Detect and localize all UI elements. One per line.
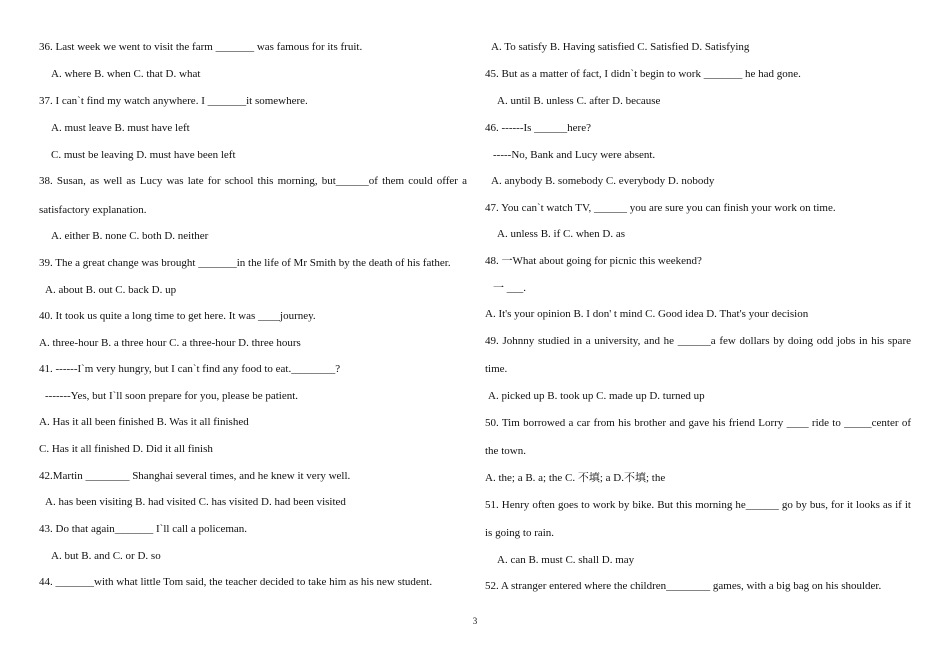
- right-column-line: is going to rain.: [485, 527, 555, 539]
- left-column-line: 38. Susan, as well as Lucy was late for school this morning, but______of them could offer a: [39, 175, 467, 187]
- right-column-line: A. unless B. if C. when D. as: [497, 228, 626, 240]
- left-column-line: 39. The a great change was brought _______in the life of Mr Smith by the death of his father.: [39, 257, 451, 269]
- left-column-line: 43. Do that again_______ I`ll call a policeman.: [39, 523, 248, 535]
- left-column-line: A. either B. none C. both D. neither: [51, 230, 209, 242]
- left-column-line: 37. I can`t find my watch anywhere. I _______it somewhere.: [39, 95, 308, 107]
- right-column-line: A. can B. must C. shall D. may: [497, 554, 635, 566]
- right-column-line: 45. But as a matter of fact, I didn`t begin to work _______ he had gone.: [485, 68, 801, 80]
- left-column-line: A. has been visiting B. had visited C. has visited D. had been visited: [45, 496, 346, 508]
- right-column-line: 49. Johnny studied in a university, and he ______a few dollars by doing odd jobs in his spare: [485, 335, 911, 347]
- right-column-line: 一 ___.: [493, 282, 526, 294]
- right-column-line: 47. You can`t watch TV, ______ you are sure you can finish your work on time.: [485, 202, 836, 214]
- right-column-line: 51. Henry often goes to work by bike. But this morning he______ go by bus, for it looks as if it: [485, 499, 911, 511]
- left-column-line: 44. _______with what little Tom said, the teacher decided to take him as his new student.: [39, 576, 433, 588]
- left-column-line: A. must leave B. must have left: [51, 122, 190, 134]
- right-column-line: 52. A stranger entered where the children________ games, with a big bag on his shoulder.: [485, 580, 882, 592]
- left-column-line: -------Yes, but I`ll soon prepare for you, please be patient.: [45, 390, 299, 402]
- right-column-line: A. To satisfy B. Having satisfied C. Satisfied D. Satisfying: [491, 41, 750, 53]
- right-column-line: the town.: [485, 445, 526, 457]
- right-column-line: A. picked up B. took up C. made up D. turned up: [488, 390, 705, 402]
- left-column-line: 36. Last week we went to visit the farm _______ was famous for its fruit.: [39, 41, 363, 53]
- left-column-line: A. three-hour B. a three hour C. a three-hour D. three hours: [39, 337, 301, 349]
- left-column-line: satisfactory explanation.: [39, 204, 147, 216]
- right-column-line: 50. Tim borrowed a car from his brother and gave his friend Lorry ____ ride to _____center of: [485, 417, 911, 429]
- right-column-line: time.: [485, 363, 508, 375]
- right-column-line: A. It's your opinion B. I don' t mind C. Good idea D. That's your decision: [485, 308, 809, 320]
- left-column-line: A. where B. when C. that D. what: [51, 68, 201, 80]
- right-column-line: 48. 一What about going for picnic this weekend?: [485, 255, 702, 267]
- left-column-line: 40. It took us quite a long time to get here. It was ____journey.: [39, 310, 316, 322]
- left-column-line: 42.Martin ________ Shanghai several times, and he knew it very well.: [39, 470, 351, 482]
- left-column-line: A. Has it all been finished B. Was it all finished: [39, 416, 249, 428]
- page-number: 3: [472, 616, 478, 626]
- right-column-line: A. anybody B. somebody C. everybody D. nobody: [491, 175, 715, 187]
- right-column-line: A. the; a B. a; the C. 不填; a D.不填; the: [485, 472, 666, 484]
- left-column-line: 41. ------I`m very hungry, but I can`t find any food to eat.________?: [39, 363, 341, 375]
- left-column-line: C. must be leaving D. must have been left: [51, 149, 236, 161]
- right-column-line: -----No, Bank and Lucy were absent.: [493, 149, 656, 161]
- left-column-line: A. about B. out C. back D. up: [45, 284, 177, 296]
- right-column-line: 46. ------Is ______here?: [485, 122, 591, 134]
- left-column-line: C. Has it all finished D. Did it all finish: [39, 443, 213, 455]
- right-column-line: A. until B. unless C. after D. because: [497, 95, 661, 107]
- left-column-line: A. but B. and C. or D. so: [51, 550, 161, 562]
